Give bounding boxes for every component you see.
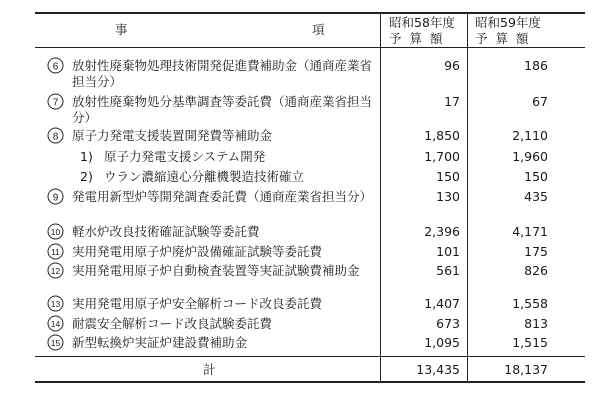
row-label: 新型転換炉実証炉建設費補助金 [72, 335, 248, 350]
fy59-value: 813 [524, 316, 548, 331]
svg-text:7: 7 [52, 97, 59, 109]
fy58-value: 1,407 [424, 296, 460, 311]
fy59-value: 1,960 [512, 149, 548, 164]
fy59-value: 4,171 [512, 224, 548, 239]
total-label: 計 [203, 362, 216, 377]
circled-number-icon [47, 315, 64, 332]
circled-number-icon [47, 57, 64, 74]
svg-text:10: 10 [50, 227, 61, 237]
total-top-rule [35, 356, 585, 357]
fy58-value: 130 [436, 189, 460, 204]
fy58-value: 150 [436, 169, 460, 184]
row-label: 耐震安全解析コード改良試験委託費 [72, 316, 273, 331]
column-divider-1 [380, 12, 381, 383]
row-label: 実用発電用原子炉安全解析コード改良委託費 [72, 296, 323, 311]
fy59-value: 67 [532, 94, 548, 109]
fy59-value: 1,558 [512, 296, 548, 311]
circled-number-icon [47, 295, 64, 312]
fy59-value: 175 [524, 244, 548, 259]
row-label: 放射性廃棄物処理技術開発促進費補助金（通商産業省担当分） [72, 58, 373, 89]
fy58-value: 1,850 [424, 128, 460, 143]
row-label: 発電用新型炉等開発調査委託費（通商産業省担当分） [72, 189, 373, 204]
header-fy58-line2: 予 算 額 [389, 31, 445, 46]
fy58-value: 17 [444, 94, 460, 109]
total-fy59-value: 18,137 [504, 362, 548, 377]
fy59-value: 2,110 [512, 128, 548, 143]
fy58-value: 101 [436, 244, 460, 259]
total-fy58-value: 13,435 [416, 362, 460, 377]
fy59-value: 150 [524, 169, 548, 184]
header-item-char1: 事 [115, 22, 128, 37]
fy58-value: 1,095 [424, 335, 460, 350]
fy58-value: 561 [436, 263, 460, 278]
svg-text:14: 14 [50, 319, 61, 329]
row-label: 軽水炉改良技術確証試験等委託費 [72, 224, 260, 239]
fy58-value: 1,700 [424, 149, 460, 164]
circled-number-icon [47, 188, 64, 205]
sub-index: 2) [80, 169, 93, 184]
circled-number-icon [47, 127, 64, 144]
svg-text:13: 13 [50, 299, 61, 309]
fy58-value: 673 [436, 316, 460, 331]
fy59-value: 186 [524, 58, 548, 73]
header-fy59-line2: 予 算 額 [475, 31, 531, 46]
table-top-rule [35, 12, 585, 14]
svg-text:8: 8 [52, 131, 59, 143]
svg-text:12: 12 [50, 266, 61, 276]
table-bottom-rule [35, 381, 585, 383]
fy58-value: 2,396 [424, 224, 460, 239]
header-bottom-rule [35, 47, 585, 48]
row-label: 実用発電用原子炉廃炉設備確証試験等委託費 [72, 244, 323, 259]
circled-number-icon [47, 262, 64, 279]
header-fy58-line1: 昭和58年度 [389, 15, 455, 30]
svg-text:6: 6 [52, 61, 59, 73]
circled-number-icon [47, 223, 64, 240]
svg-text:9: 9 [52, 192, 59, 204]
fy59-value: 826 [524, 263, 548, 278]
row-label: 放射性廃棄物処分基準調査等委託費（通商産業省担当分） [72, 94, 373, 125]
fy59-value: 1,515 [512, 335, 548, 350]
circled-number-icon [47, 334, 64, 351]
row-label: 実用発電用原子炉自動検査装置等実証試験費補助金 [72, 263, 360, 278]
sub-index: 1) [80, 149, 93, 164]
fy58-value: 96 [444, 58, 460, 73]
column-divider-2 [467, 12, 468, 383]
circled-number-icon [47, 93, 64, 110]
row-label: ウラン濃縮遠心分離機製造技術確立 [104, 169, 305, 184]
header-item-char2: 項 [312, 22, 325, 37]
svg-text:11: 11 [51, 247, 60, 257]
row-label: 原子力発電支援システム開発 [104, 149, 266, 164]
row-label: 原子力発電支援装置開発費等補助金 [72, 128, 273, 143]
circled-number-icon [47, 243, 64, 260]
header-fy59-line1: 昭和59年度 [475, 15, 541, 30]
fy59-value: 435 [524, 189, 548, 204]
svg-text:15: 15 [50, 338, 61, 348]
